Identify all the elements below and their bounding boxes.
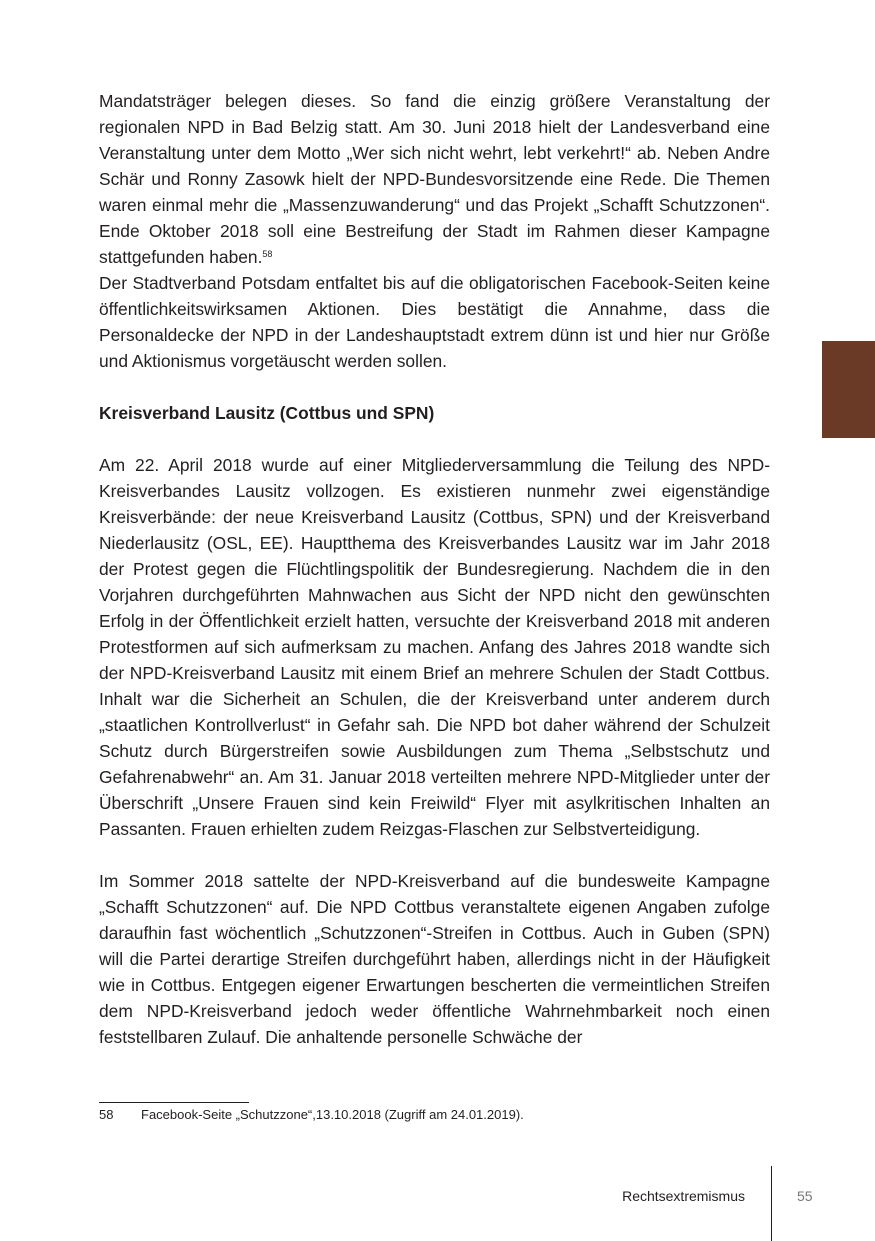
footnote-number: 58 (99, 1107, 114, 1122)
page-number: 55 (797, 1188, 813, 1204)
paragraph (99, 88, 770, 270)
paragraph: Am 22. April 2018 wurde auf einer Mitgliederversammlung die Teilung des NPD-Kreisverbandes Lausitz vollzogen. Es existieren nunmehr zwei eigenständige Kreisverbände: der neue Kreisverband Lausitz (Cottbus, SPN) und der Kreisverband Niederlausitz (OSL, EE). Hauptthema des Kreisverbandes Lausitz war im Jahr 2018 der Protest gegen die Flüchtlingspolitik der Bundesregierung. Nachdem die in den Vorjahren durchgeführten Mahnwachen aus Sicht der NPD nicht den gewünschten Erfolg in der Öffentlichkeit erzielt hatten, versuchte der Kreisverband 2018 mit anderen Protestformen auf sich aufmerksam zu machen. Anfang des Jahres 2018 wandte sich der NPD-Kreisverband Lausitz mit einem Brief an mehrere Schulen der Stadt Cottbus. Inhalt war die Sicherheit an Schulen, die der Kreisverband unter anderem durch „staatlichen Kontrollverlust“ in Gefahr sah. Die NPD bot daher während der Schulzeit Schutz durch Bürgerstreifen sowie Ausbildungen zum Thema „Selbstschutz und Gefahrenabwehr“ an. Am 31. Januar 2018 verteilten mehrere NPD-Mitglieder unter der Überschrift „Unsere Frauen sind kein Freiwild“ Flyer mit asylkritischen Inhalten an Passanten. Frauen erhielten zudem Reizgas-Flaschen zur Selbstverteidigung. (99, 455, 770, 839)
chapter-tab (822, 341, 875, 438)
footnote-divider (99, 1102, 249, 1103)
section-heading: Kreisverband Lausitz (Cottbus und SPN) (99, 403, 435, 423)
footer-section-title: Rechtsextremismus (622, 1188, 745, 1204)
paragraph: Der Stadtverband Potsdam entfaltet bis auf die obligatorischen Facebook-Seiten keine öffentlichkeitswirksamen Aktionen. Dies bestätigt die Annahme, dass die Personaldecke der NPD in der Landeshauptstadt extrem dünn ist und hier nur Größe und Aktionismus vorgetäuscht werden sollen. (99, 273, 770, 371)
footnote (99, 1106, 524, 1124)
main-text (99, 88, 770, 1050)
footer-divider (771, 1166, 772, 1241)
footnote-ref[interactable]: 58 (262, 249, 273, 259)
paragraph: Im Sommer 2018 sattelte der NPD-Kreisverband auf die bundesweite Kampagne „Schafft Schutzzonen“ auf. Die NPD Cottbus veranstaltete eigenen Angaben zufolge daraufhin fast wöchentlich „Schutzzonen“-Streifen in Cottbus. Auch in Guben (SPN) will die Partei derartige Streifen durchgeführt haben, allerdings nicht in der Häufigkeit wie in Cottbus. Entgegen eigener Erwartungen bescherten die vermeintlichen Streifen dem NPD-Kreisverband jedoch weder öffentliche Wahrnehmbarkeit noch einen feststellbaren Zulauf. Die anhaltende personelle Schwäche der (99, 871, 770, 1047)
footnote-text: Facebook-Seite „Schutzzone“,13.10.2018 (Zugriff am 24.01.2019). (141, 1107, 524, 1122)
paragraph-text: Mandatsträger belegen dieses. So fand die einzig größere Veranstaltung der regionalen NPD in Bad Belzig statt. Am 30. Juni 2018 hielt der Landesverband eine Veranstaltung unter dem Motto „Wer sich nicht wehrt, lebt verkehrt!“ ab. Neben Andre Schär und Ronny Zasowk hielt der NPD-Bundesvorsitzende eine Rede. Die Themen waren einmal mehr die „Massenzuwanderung“ und das Projekt „Schafft Schutzzonen“. Ende Oktober 2018 soll eine Bestreifung der Stadt im Rahmen dieser Kampagne stattgefunden haben. (99, 91, 770, 267)
